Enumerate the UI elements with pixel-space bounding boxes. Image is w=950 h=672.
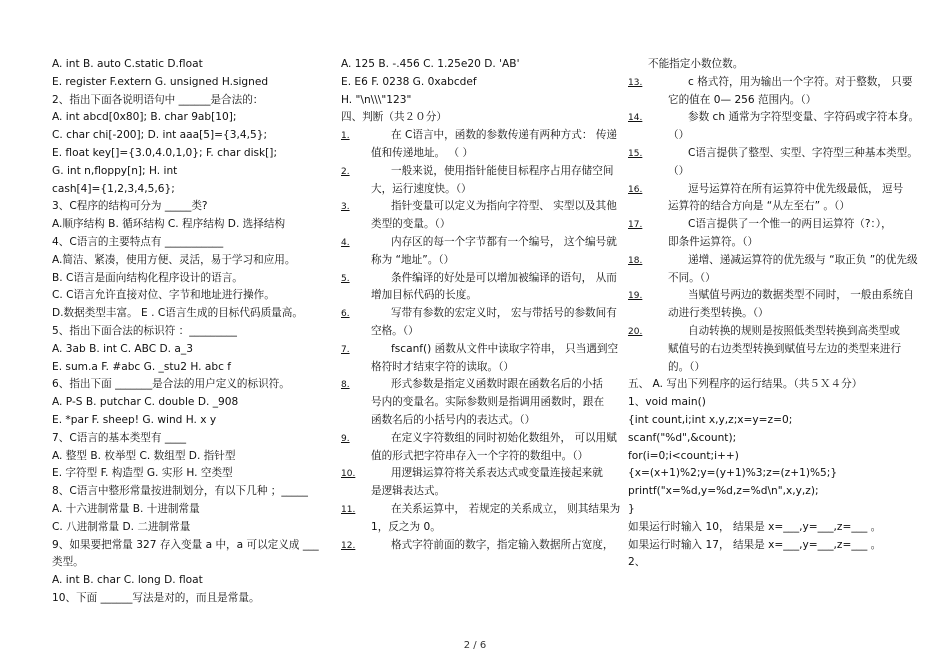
text-line: A. int B. char C. long D. float (52, 574, 203, 587)
question-number: 11. (341, 504, 356, 515)
text-line: 如果运行时输入 17， 结果是 x=___,y=___,z=___ 。 (628, 538, 882, 551)
question-text-line: 它的值在 0— 256 范围内。（） (668, 93, 817, 106)
judgement-question (341, 198, 616, 234)
text-line: {x=(x+1)%2;y=(y+1)%3;z=(z+1)%5;} (628, 467, 838, 480)
question-text-line: C语言提供了整型、实型、字符型三种基本类型。 (688, 146, 918, 159)
text-line: E. float key[]={3.0,4.0,1,0}; F. char disk[]; (52, 146, 278, 159)
question-number: 2. (341, 166, 350, 177)
judgement-question (341, 234, 616, 270)
question-text-line: 形式参数是指定义函数时跟在函数名后的小括 (391, 378, 603, 391)
judgement-question (628, 287, 920, 323)
judgement-question (628, 109, 920, 145)
judgement-question (628, 323, 920, 376)
question-text-line: 用逻辑运算符将关系表达式或变量连接起来就 (391, 467, 603, 480)
question-number: 1. (341, 131, 350, 142)
question-text-line: 在关系运算中， 若规定的关系成立， 则其结果为 (391, 502, 621, 515)
text-line: for(i=0;i<count;i++) (628, 449, 739, 462)
question-number: 10. (341, 469, 356, 480)
question-text-line: 1，反之为 0。 (371, 520, 441, 533)
text-line: A. 125 B. -.456 C. 1.25e20 D. 'AB' (341, 58, 520, 70)
text-line: 1、void main() (628, 396, 706, 409)
question-number: 7. (341, 344, 350, 355)
judgement-question (341, 501, 621, 537)
question-text-line: 条件编译的好处是可以增加被编译的语句， 从而 (391, 271, 617, 284)
question-text-line: 写带有参数的宏定义时， 宏与带括号的参数间有 (391, 307, 617, 320)
left-column (52, 56, 330, 608)
question-text-line: 参数 ch 通常为字符型变量、字符码或字符本身。 (688, 111, 920, 124)
judgement-question (341, 537, 616, 556)
text-line: E. *par F. sheep! G. wind H. x y (52, 413, 217, 426)
question-number: 4. (341, 237, 350, 248)
judgement-question (341, 270, 616, 306)
text-line: A.顺序结构 B. 循环结构 C. 程序结构 D. 选择结构 (52, 218, 286, 231)
question-text-line: 内存区的每一个字节都有一个编号， 这个编号就 (391, 235, 617, 248)
text-line: 3、C程序的结构可分为 _____类? (52, 200, 208, 213)
question-text-line: 一般来说，使用指针能使目标程序占用存储空间 (391, 164, 614, 177)
text-line: 4、C语言的主要特点有 ___________ (52, 235, 224, 248)
question-text-line: 函数名后的小括号内的表达式。（） (371, 413, 536, 426)
judgement-question (341, 163, 616, 199)
question-text-line: 自动转换的规则是按照低类型转换到高类型或 (688, 324, 900, 337)
question-text-line: 当赋值号两边的数据类型不同时， 一般由系统自 (688, 289, 914, 302)
question-text-line: 格符时才结束字符的读取。（） (371, 360, 515, 373)
question-text-line: 大，运行速度快。（） (371, 182, 472, 195)
text-line: } (628, 502, 635, 515)
text-line: B. C语言是面向结构化程序设计的语言。 (52, 271, 243, 284)
text-line: 7、C语言的基本类型有 ____ (52, 431, 187, 444)
question-number: 19. (628, 291, 643, 302)
text-line: A. int abcd[0x80]; B. char 9ab[10]; (52, 111, 237, 124)
question-number: 20. (628, 326, 643, 337)
text-line: E. 字符型 F. 构造型 G. 实形 H. 空类型 (52, 467, 233, 480)
question-number: 13. (628, 77, 643, 88)
text-line: E. sum.a F. #abc G. _stu2 H. abc f (52, 360, 232, 373)
text-line: 9、如果要把常量 327 存入变量 a 中，a 可以定义成 ___ (52, 538, 319, 551)
question-text-line: fscanf() 函数从文件中读取字符串， 只当遇到空 (391, 342, 619, 355)
judgement-question (628, 181, 920, 217)
question-number: 9. (341, 433, 350, 444)
question-text-line: 空格。（） (371, 324, 419, 337)
text-line: 6、指出下面 _______是合法的用户定义的标识符。 (52, 378, 290, 391)
text-line: A. 3ab B. int C. ABC D. a_3 (52, 342, 193, 355)
text-line: A. 整型 B. 枚举型 C. 数组型 D. 指针型 (52, 449, 236, 462)
question-number: 6. (341, 309, 350, 320)
text-line: 不能指定小数位数。 (648, 58, 744, 70)
question-number: 3. (341, 202, 350, 213)
text-line: C. char chi[-200]; D. int aaa[5]={3,4,5}; (52, 129, 268, 142)
question-text-line: 在 C语言中，函数的参数传递有两种方式： 传递 (391, 129, 618, 142)
question-number: 12. (341, 540, 356, 551)
question-text-line: 值和传递地址。 （ ） (371, 146, 474, 159)
text-line: 2、指出下面各说明语句中 ______是合法的： (52, 93, 264, 106)
question-text-line: 即条件运算符。（） (668, 235, 759, 248)
right-column (628, 56, 920, 572)
question-text-line: 称为 “地址”。（） (371, 253, 455, 266)
judgement-question (341, 430, 616, 466)
text-line: H. "\n\\\"123" (341, 93, 412, 106)
question-text-line: 指针变量可以定义为指向字符型、 实型以及其他 (391, 200, 617, 213)
question-text-line: 赋值号的右边类型转换到赋值号左边的类型来进行 (668, 342, 902, 355)
question-number: 16. (628, 184, 643, 195)
question-text-line: 逗号运算符在所有运算符中优先级最低， 逗号 (688, 182, 904, 195)
judgement-question (341, 376, 616, 429)
question-text-line: （） (668, 129, 690, 142)
question-text-line: c 格式符，用为输出一个字符。对于整数， 只要 (688, 75, 913, 88)
text-line: 四、判断（共２０分） (341, 111, 447, 124)
text-line: 10、下面 ______写法是对的，而且是常量。 (52, 591, 260, 604)
question-text-line: C语言提供了一个惟一的两目运算符（?：）， (688, 218, 892, 231)
judgement-question (628, 145, 920, 181)
question-text-line: 号内的变量名。实际参数则是指调用函数时，跟在 (371, 396, 605, 409)
text-line: E. E6 F. 0238 G. 0xabcdef (341, 75, 477, 88)
text-line: scanf("%d",&count); (628, 431, 737, 444)
question-text-line: 类型的变量。（） (371, 218, 451, 231)
question-text-line: 不同。（） (668, 271, 716, 284)
question-number: 5. (341, 273, 350, 284)
text-line: 5、指出下面合法的标识符 ：_________ (52, 324, 237, 337)
text-line: C. 八进制常量 D. 二进制常量 (52, 520, 191, 533)
text-line: 2、 (628, 556, 646, 569)
judgement-question (341, 465, 616, 501)
text-line: printf("x=%d,y=%d,z=%d\n",x,y,z); (628, 485, 819, 498)
question-number: 15. (628, 148, 643, 159)
judgement-question (341, 341, 619, 377)
text-line: D.数据类型丰富。 E . C语言生成的目标代码质量高。 (52, 307, 303, 320)
text-line: 五、 A. 写出下列程序的运行结果。（共５Ｘ４分） (628, 378, 863, 391)
question-number: 14. (628, 113, 643, 124)
page-number: 2 / 6 (463, 640, 487, 651)
text-line: E. register F.extern G. unsigned H.signed (52, 75, 269, 88)
question-text-line: 增加目标代码的长度。 (371, 289, 477, 302)
question-text-line: （） (668, 164, 690, 177)
question-text-line: 格式字符前面的数字，指定输入数据所占宽度， (391, 538, 614, 551)
text-line: 类型。 (52, 556, 84, 569)
question-text-line: 值的形式把字符串存入一个字符的数组中。（） (371, 449, 589, 462)
judgement-question (341, 305, 616, 341)
question-text-line: 运算符的结合方向是 “从左至右” 。（） (668, 200, 850, 213)
text-line: A.简洁、紧凑，使用方便、灵活，易于学习和应用。 (52, 253, 296, 266)
middle-column (341, 56, 621, 556)
question-text-line: 递增、递减运算符的优先级与 “取正负 ”的优先级 (688, 253, 918, 266)
text-line: A. int B. auto C.static D.float (52, 58, 203, 70)
question-text-line: 动进行类型转换。（） (668, 307, 769, 320)
judgement-question (628, 74, 920, 110)
judgement-question (341, 127, 616, 163)
text-line: {int count,i;int x,y,z;x=y=z=0; (628, 413, 793, 426)
question-text-line: 是逻辑表达式。 (371, 485, 446, 498)
judgement-question (628, 216, 920, 252)
question-number: 8. (341, 380, 350, 391)
text-line: cash[4]={1,2,3,4,5,6}; (52, 182, 175, 195)
question-text-line: 在定义字符数组的同时初始化数组外， 可以用赋 (391, 431, 617, 444)
question-number: 17. (628, 220, 643, 231)
text-line: G. int n,floppy[n]; H. int (52, 164, 178, 177)
text-line: 8、C语言中整形常量按进制划分，有以下几种 ；_____ (52, 485, 308, 498)
question-text-line: 的。（） (668, 360, 706, 373)
text-line: A. P-S B. putchar C. double D. _908 (52, 396, 239, 409)
text-line: 如果运行时输入 10， 结果是 x=___,y=___,z=___ 。 (628, 520, 882, 533)
judgement-question (628, 252, 920, 288)
text-line: C. C语言允许直接对位、字节和地址进行操作。 (52, 289, 275, 302)
text-line: A. 十六进制常量 B. 十进制常量 (52, 502, 200, 515)
question-number: 18. (628, 255, 643, 266)
